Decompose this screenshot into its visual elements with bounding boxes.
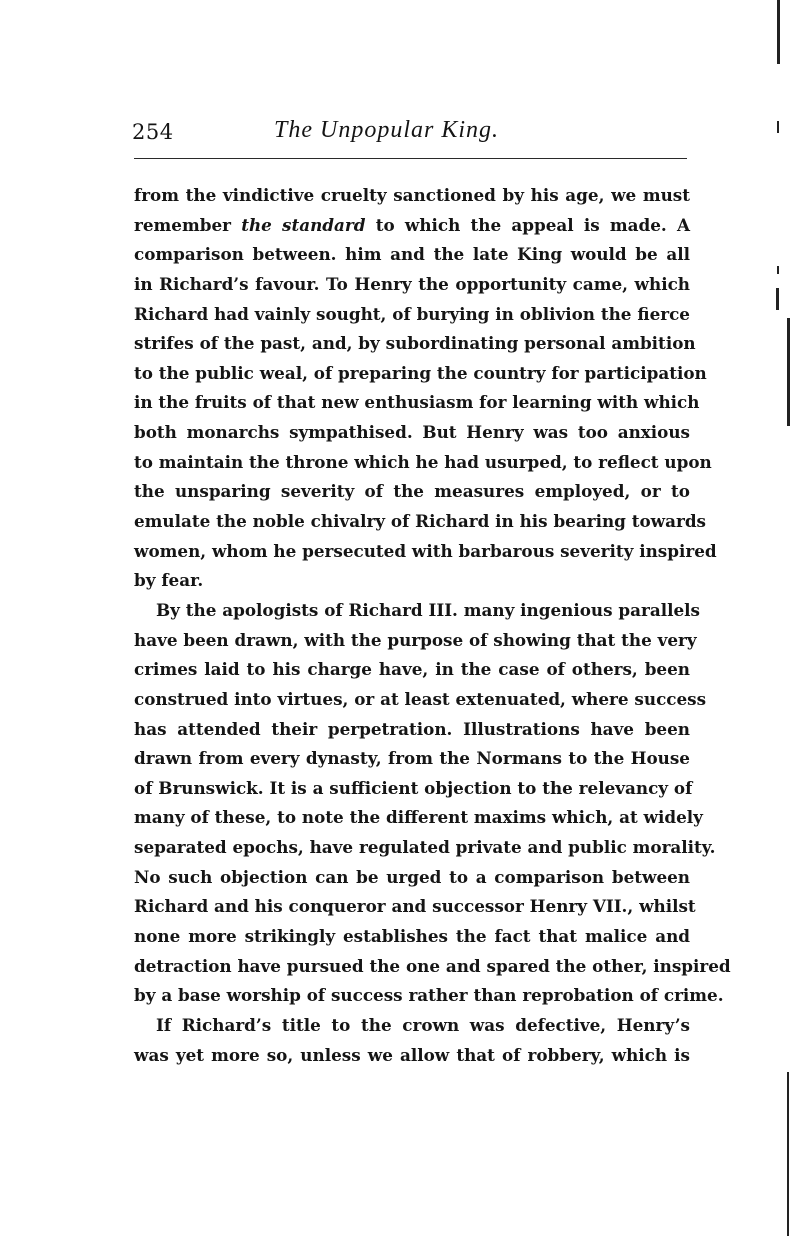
- scan-edge-mark: [777, 121, 779, 133]
- text-line: has attended their perpetration. Illustrations have been: [134, 718, 690, 739]
- text-line: to the public weal, of preparing the country for participation: [134, 362, 707, 383]
- running-head: The Unpopular King.: [274, 117, 500, 143]
- text-line: [134, 211, 690, 241]
- scan-edge-mark: [787, 1072, 789, 1236]
- text-line: drawn from every dynasty, from the Normans to the House: [134, 748, 690, 769]
- text-line: none more strikingly establishes the fact that malice and: [134, 926, 690, 947]
- text-line: from the vindictive cruelty sanctioned by his age, we must: [134, 185, 690, 205]
- text-line: crimes laid to his charge have, in the case of others, been: [134, 659, 690, 680]
- text-line: If Richard’s title to the crown was defective, Henry’s: [156, 1014, 690, 1035]
- text-line: in the fruits of that new enthusiasm for learning with which: [134, 392, 700, 413]
- text-line: construed into virtues, or at least extenuated, where success: [134, 688, 707, 709]
- text-line: No such objection can be urged to a comparison between: [134, 866, 690, 887]
- text-line: Richard had vainly sought, of burying in oblivion the fierce: [134, 303, 690, 324]
- text-line: by a base worship of success rather than reprobation of crime.: [134, 985, 724, 1006]
- text-line: both monarchs sympathised. But Henry was too anxious: [134, 422, 690, 443]
- text-segment: to which the appeal is made. A: [375, 214, 691, 235]
- text-line: was yet more so, unless we allow that of robbery, which is: [134, 1044, 690, 1065]
- text-line: emulate the noble chivalry of Richard in his bearing towards: [134, 511, 707, 532]
- text-line: separated epochs, have regulated private and public morality.: [134, 837, 716, 858]
- scan-edge-mark: [787, 318, 790, 426]
- body-text: [134, 181, 731, 1070]
- text-line: to maintain the throne which he had usurped, to reflect upon: [134, 451, 712, 472]
- header-rule: [134, 158, 687, 159]
- scan-edge-mark: [777, 266, 779, 274]
- text-line: detraction have pursued the one and spared the other, inspired: [134, 955, 731, 976]
- text-segment: remember: [134, 214, 231, 235]
- text-line: of Brunswick. It is a sufficient objection to the relevancy of: [134, 777, 693, 798]
- scan-edge-mark: [776, 288, 779, 310]
- page-number: 254: [132, 120, 174, 144]
- text-line: many of these, to note the different maxims which, at widely: [134, 807, 703, 828]
- text-line: By the apologists of Richard III. many ingenious parallels: [156, 599, 700, 620]
- text-line: the unsparing severity of the measures employed, or to: [134, 481, 690, 502]
- scan-edge-mark: [777, 0, 780, 64]
- italic-phrase: the standard: [241, 214, 366, 235]
- text-line: have been drawn, with the purpose of showing that the very: [134, 629, 697, 650]
- text-line: strifes of the past, and, by subordinating personal ambition: [134, 333, 696, 354]
- text-line: Richard and his conqueror and successor Henry VII., whilst: [134, 896, 696, 917]
- text-line: comparison between. him and the late King would be all: [134, 244, 690, 265]
- text-line: in Richard’s favour. To Henry the opportunity came, which: [134, 273, 690, 294]
- text-line: women, whom he persecuted with barbarous severity inspired: [134, 540, 717, 561]
- text-line: by fear.: [134, 570, 204, 591]
